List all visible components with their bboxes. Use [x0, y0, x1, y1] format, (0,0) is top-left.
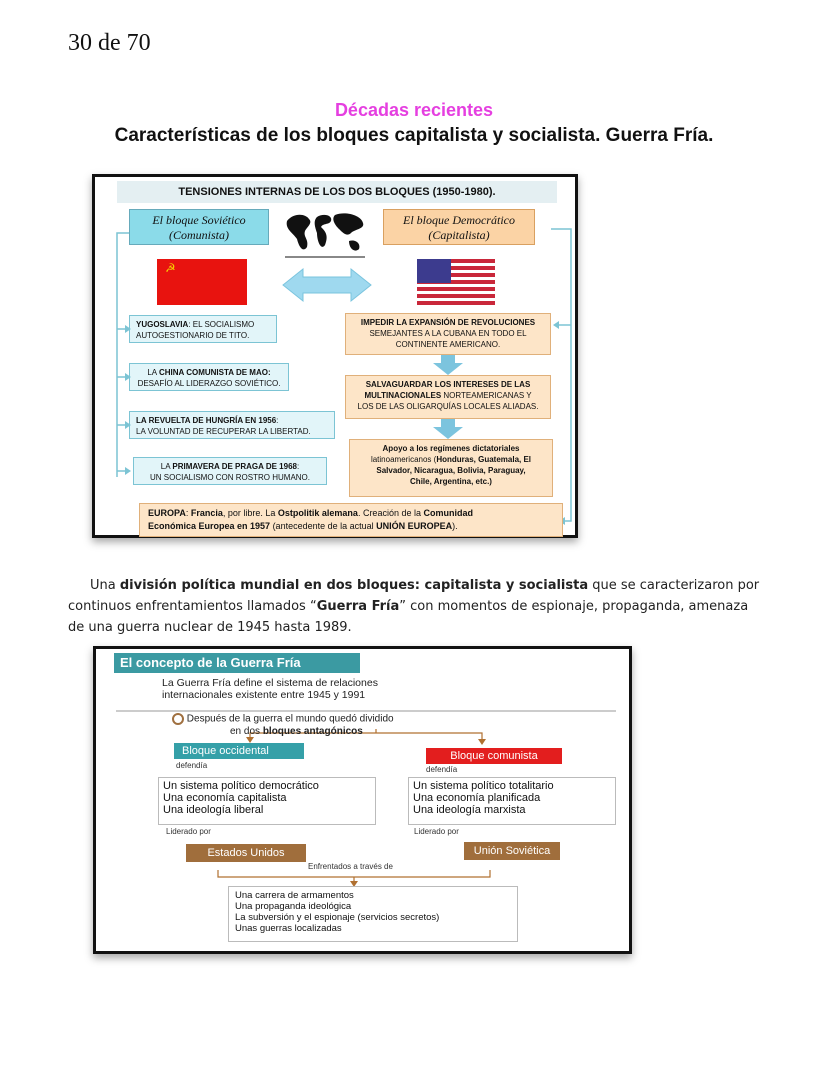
list-item: Una ideología marxista — [413, 804, 526, 816]
eu-bold2: Francia — [190, 508, 223, 518]
soviet-bloc-line1: El bloque Soviético — [152, 213, 246, 227]
faced-through: Enfrentados a través de — [308, 862, 393, 871]
para-text1: Una — [90, 578, 120, 593]
soviet-bloc-line2: (Comunista) — [169, 228, 229, 242]
safeguard-text3: LOS DE LAS OLIGARQUÍAS LOCALES ALIADAS. — [357, 402, 539, 411]
western-bloc-label: Bloque occidental — [174, 743, 304, 759]
east-led-by: Liderado por — [414, 827, 459, 836]
bullet-icon — [172, 713, 184, 725]
prague-text: UN SOCIALISMO CON ROSTRO HUMANO. — [149, 473, 310, 482]
hungary-bold: LA REVUELTA DE HUNGRÍA EN 1956 — [136, 416, 277, 425]
list-item: Un sistema político totalitario — [413, 780, 554, 792]
eu-bold3: Ostpolitik alemana — [277, 508, 358, 518]
west-defendia: defendía — [176, 761, 208, 770]
yugoslavia-text: : EL SOCIALISMO — [188, 320, 255, 329]
yugoslavia-box — [129, 315, 277, 343]
impede-text2: CONTINENTE AMERICANO. — [395, 340, 501, 349]
safeguard-text2: NORTEAMERICANAS Y — [441, 391, 532, 400]
democratic-bloc-label — [383, 209, 535, 245]
body-paragraph — [68, 575, 768, 638]
democratic-bloc-line2: (Capitalista) — [428, 228, 490, 242]
confrontation-list — [228, 886, 518, 942]
list-item: Una ideología liberal — [163, 804, 264, 816]
china-pre: LA — [147, 368, 159, 377]
hungary-colon: : — [276, 416, 279, 425]
eu-text6: ). — [452, 521, 458, 531]
list-item: Un sistema político democrático — [163, 780, 319, 792]
safeguard-bold1: SALVAGUARDAR LOS INTERESES DE LAS — [365, 380, 531, 389]
democratic-bloc-line1: El bloque Democrático — [403, 213, 515, 227]
list-item: La subversión y el espionaje (servicios secretos) — [235, 912, 440, 923]
dictatorships-text: latinoamericanos ( — [370, 455, 437, 464]
hungary-text: LA VOLUNTAD DE RECUPERAR LA LIBERTAD. — [136, 427, 311, 436]
prague-bold: PRIMAVERA DE PRAGA DE 1968 — [172, 462, 297, 471]
prague-colon: : — [296, 462, 300, 471]
definition-line2: internacionales existente entre 1945 y 1991 — [162, 689, 366, 701]
impede-bold: IMPEDIR LA EXPANSIÓN DE REVOLUCIONES — [360, 318, 536, 327]
yugoslavia-bold: YUGOSLAVIA — [136, 320, 189, 329]
division-line1: Después de la guerra el mundo quedó dividido — [186, 713, 394, 725]
communist-bloc-label: Bloque comunista — [426, 748, 562, 764]
list-item: Una carrera de armamentos — [235, 890, 354, 901]
impede-box — [345, 313, 551, 355]
eu-text5: (antecedente de la actual — [270, 521, 377, 531]
division-note — [172, 713, 394, 738]
safeguard-bold2: MULTINACIONALES — [364, 391, 442, 400]
communist-values-list — [408, 777, 616, 825]
soviet-flag: ☭ — [157, 259, 247, 305]
cold-war-concept-figure — [93, 646, 632, 954]
list-item: Una propaganda ideológica — [235, 901, 352, 912]
yugoslavia-text2: AUTOGESTIONARIO DE TITO. — [136, 331, 250, 340]
prague-box — [133, 457, 327, 485]
eu-bold5: Económica Europea en 1957 — [148, 521, 271, 531]
left-connector — [113, 231, 133, 481]
para-text2: que se caracterizaron por continuos enfrentamientos llamados “ — [68, 578, 760, 614]
china-bold: CHINA COMUNISTA DE MAO: — [158, 368, 271, 377]
blocs-tensions-figure — [92, 174, 578, 538]
us-flag — [417, 259, 495, 305]
prague-pre: LA — [160, 462, 173, 471]
europe-box — [139, 503, 563, 537]
impede-text1: SEMEJANTES A LA CUBANA EN TODO EL — [369, 329, 527, 338]
division-line2: en dos — [230, 725, 263, 737]
division-bold: bloques antagónicos — [262, 725, 363, 737]
eu-text2: , por libre. La — [222, 508, 278, 518]
china-box — [129, 363, 289, 391]
right-connector — [551, 225, 577, 525]
section-heading: Décadas recientes — [334, 100, 494, 120]
western-values-list — [158, 777, 376, 825]
east-defendia: defendía — [426, 765, 458, 774]
figure-title: El concepto de la Guerra Fría — [114, 653, 360, 673]
eu-bold1: EUROPA — [148, 508, 186, 518]
list-item: Unas guerras localizadas — [235, 923, 342, 934]
down-arrow-icon — [433, 419, 463, 439]
definition-line1: La Guerra Fría define el sistema de relaciones — [162, 677, 378, 689]
eu-text3: . Creación de la — [357, 508, 424, 518]
hungary-box — [129, 411, 335, 439]
list-item: Una economía planificada — [413, 792, 541, 804]
para-bold1: división política mundial en dos bloques: capitalista y socialista — [119, 578, 589, 593]
dictatorships-bold4: Chile, Argentina, etc.) — [410, 477, 492, 486]
usa-label: Estados Unidos — [186, 844, 306, 862]
double-arrow-icon — [281, 265, 373, 305]
eu-bold4: Comunidad — [423, 508, 473, 518]
ussr-label: Unión Soviética — [464, 842, 560, 860]
para-text3: ” con momentos de espionaje, propaganda, amenaza de una guerra nuclear de 1945 hasta 1989. — [68, 599, 749, 635]
figure-header: TENSIONES INTERNAS DE LOS DOS BLOQUES (1950-1980). — [117, 181, 557, 203]
page-title: Características de los bloques capitalista y socialista. Guerra Fría. — [114, 125, 714, 146]
eu-text1: : — [185, 508, 191, 518]
para-bold2: Guerra Fría — [316, 599, 400, 614]
list-item: Una economía capitalista — [163, 792, 287, 804]
china-text: DESAFÍO AL LIDERAZGO SOVIÉTICO. — [137, 379, 281, 388]
safeguard-box — [345, 375, 551, 419]
soviet-bloc-label — [129, 209, 269, 245]
definition — [162, 677, 378, 701]
world-map-icon — [283, 209, 367, 259]
dictatorships-bold: Apoyo a los regímenes dictatoriales — [382, 444, 520, 453]
down-arrow-icon — [433, 355, 463, 375]
dictatorships-bold2: Honduras, Guatemala, El — [436, 455, 532, 464]
dictatorships-box — [349, 439, 553, 497]
west-led-by: Liderado por — [166, 827, 211, 836]
dictatorships-bold3: Salvador, Nicaragua, Bolivia, Paraguay, — [376, 466, 526, 475]
eu-bold6: UNIÓN EUROPEA — [376, 521, 453, 531]
page-number: 30 de 70 — [68, 30, 151, 56]
